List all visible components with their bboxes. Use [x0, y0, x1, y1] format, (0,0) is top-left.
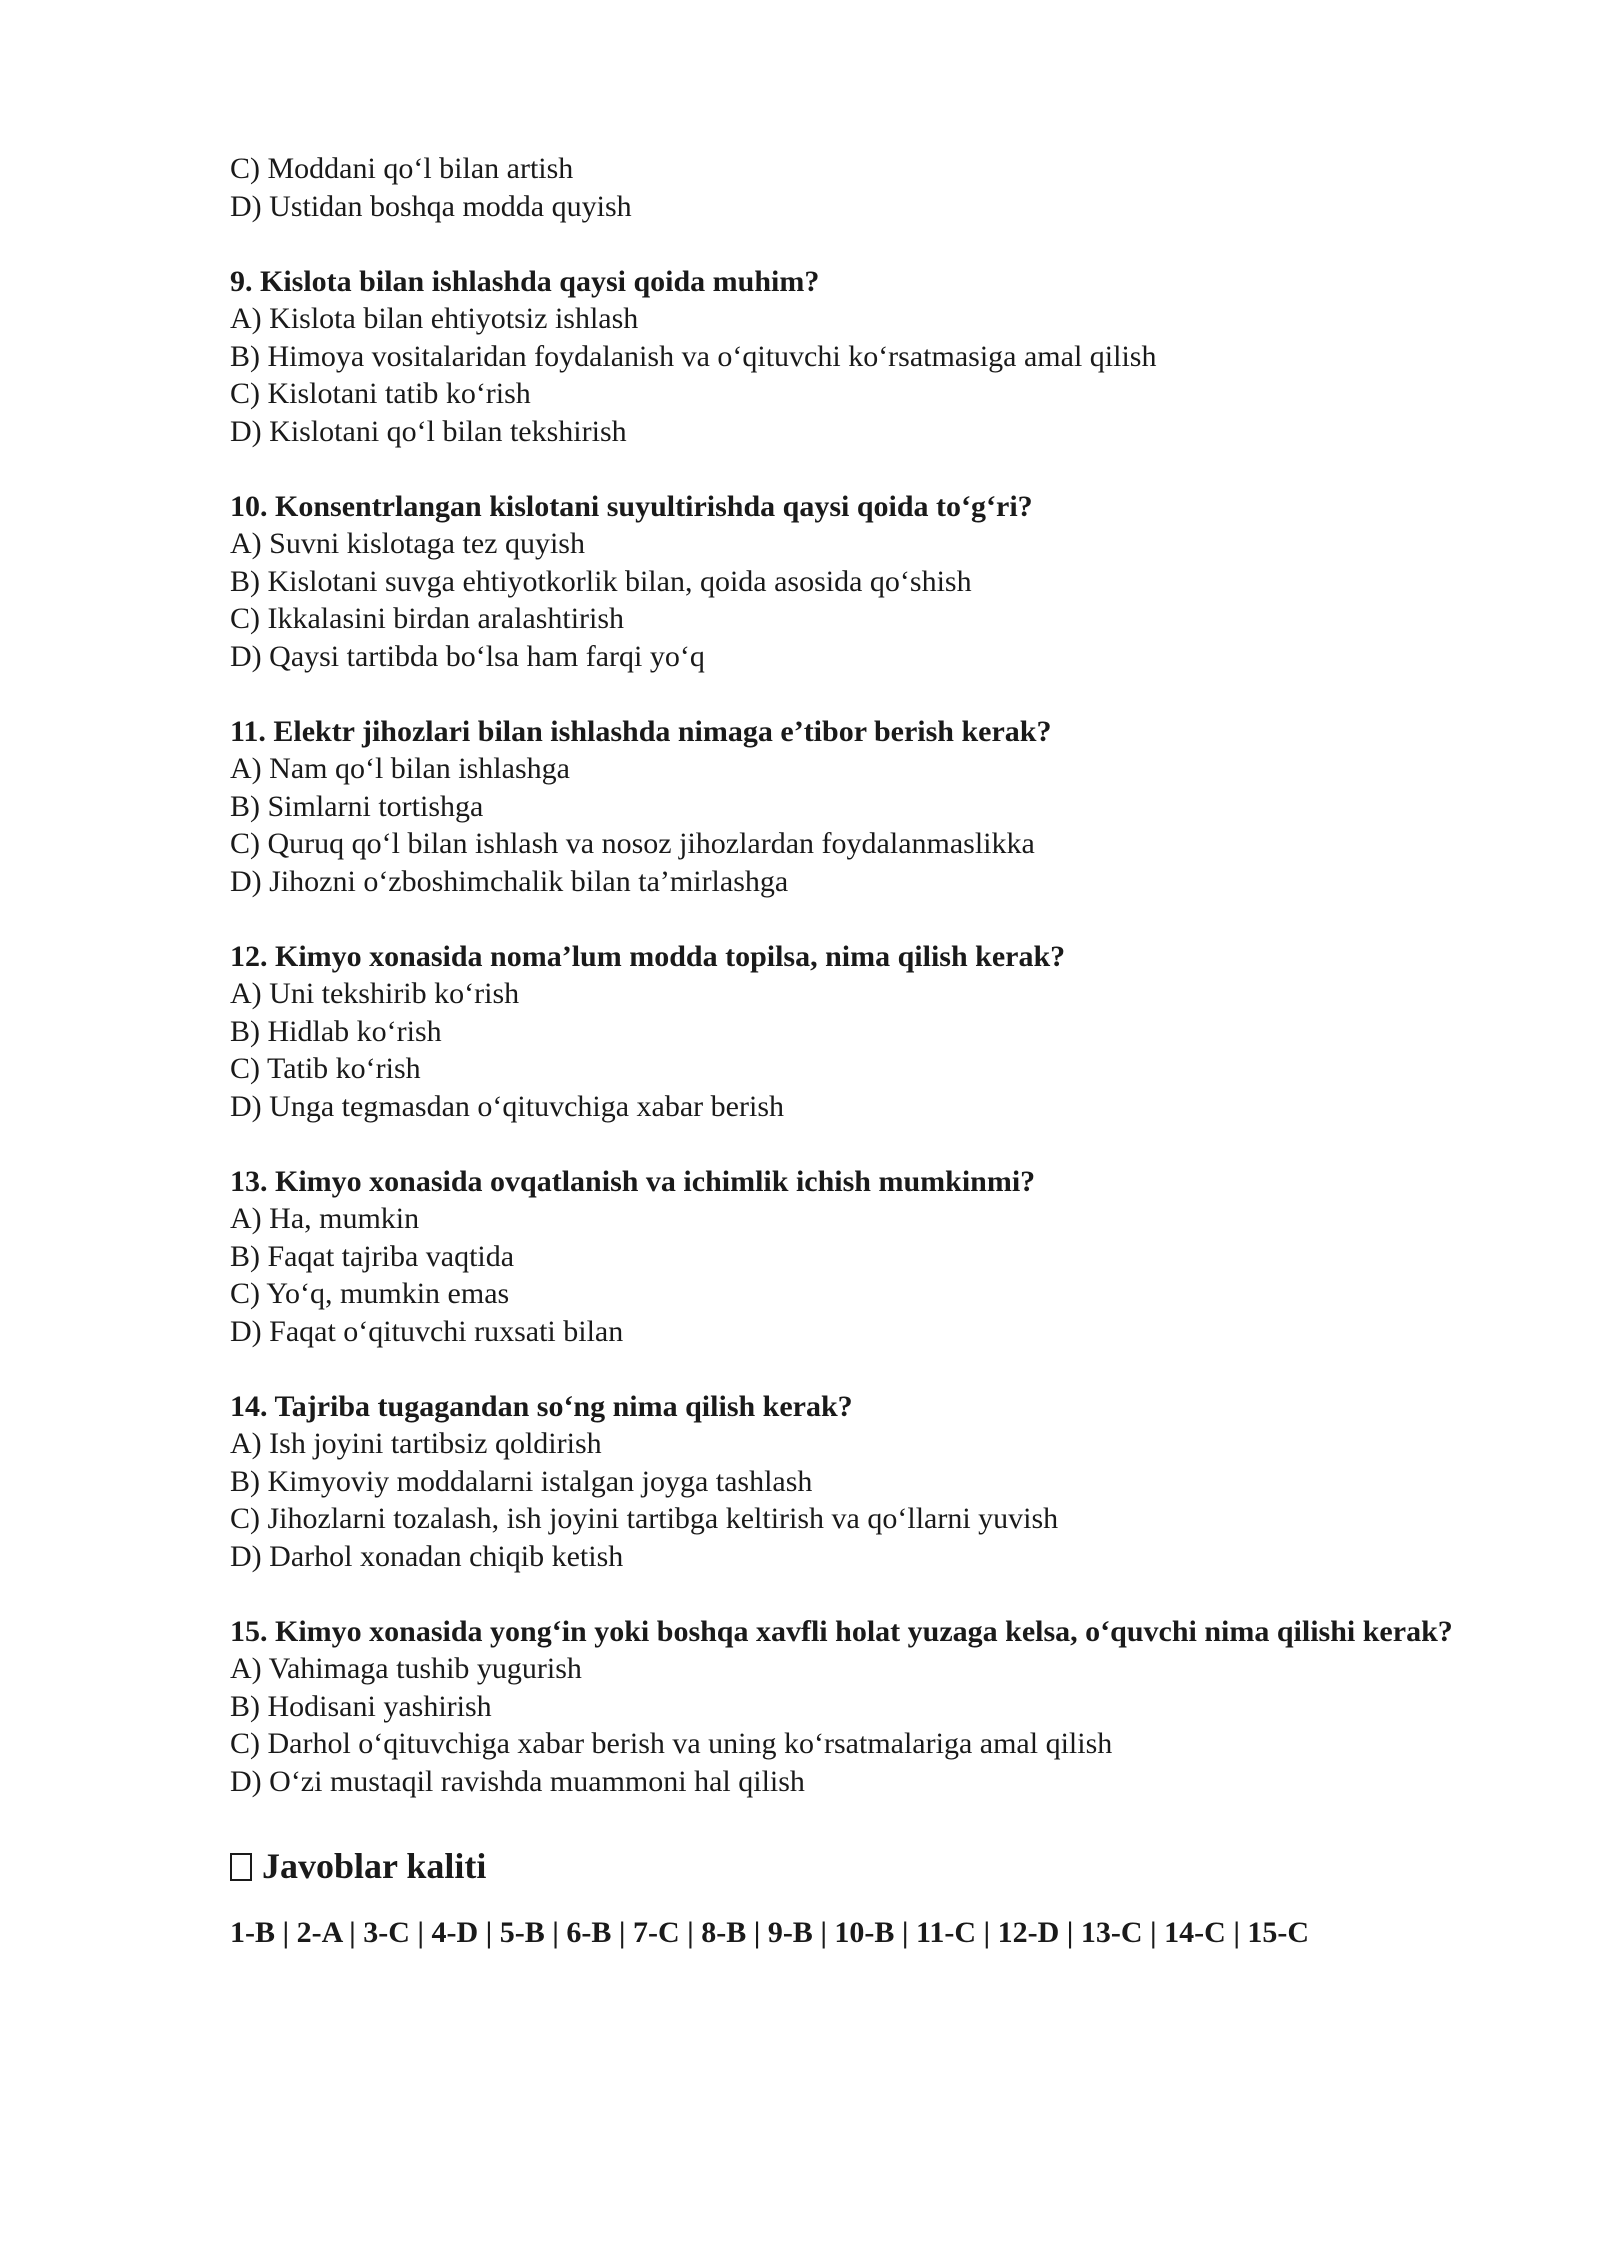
lead-options: [230, 150, 1480, 225]
option-line: B) Kislotani suvga ehtiyotkorlik bilan, qoida asosida qo‘shish: [230, 564, 972, 598]
question-block-11: [230, 713, 1480, 901]
option-line: C) Moddani qo‘l bilan artish: [230, 152, 574, 185]
option-line: A) Ish joyini tartibsiz qoldirish: [230, 1427, 602, 1460]
option-line: C) Tatib ko‘rish: [230, 1052, 421, 1085]
answer-key-heading-text: Javoblar kaliti: [262, 1845, 487, 1886]
option-line: A) Suvni kislotaga tez quyish: [230, 527, 585, 560]
option-line: D) O‘zi mustaqil ravishda muammoni hal qilish: [230, 1764, 805, 1798]
question-block-12: [230, 938, 1480, 1126]
option-line: D) Qaysi tartibda bo‘lsa ham farqi yo‘q: [230, 639, 705, 673]
option-line: B) Hidlab ko‘rish: [230, 1014, 442, 1048]
option-line: A) Vahimaga tushib yugurish: [230, 1652, 582, 1685]
question-block-14: [230, 1388, 1480, 1576]
option-line: C) Ikkalasini birdan aralashtirish: [230, 602, 625, 635]
option-line: D) Unga tegmasdan o‘qituvchiga xabar berish: [230, 1089, 784, 1123]
option-line: D) Darhol xonadan chiqib ketish: [230, 1539, 624, 1573]
option-line: D) Ustidan boshqa modda quyish: [230, 189, 632, 223]
question-title: 13. Kimyo xonasida ovqatlanish va ichimlik ichish mumkinmi?: [230, 1164, 1036, 1198]
option-line: C) Jihozlarni tozalash, ish joyini tartibga keltirish va qo‘llarni yuvish: [230, 1502, 1059, 1535]
option-line: D) Jihozni o‘zboshimchalik bilan ta’mirlashga: [230, 864, 789, 898]
option-line: C) Yo‘q, mumkin emas: [230, 1277, 510, 1310]
document-page: [230, 150, 1480, 1951]
option-line: A) Kislota bilan ehtiyotsiz ishlash: [230, 302, 639, 335]
question-title: 12. Kimyo xonasida noma’lum modda topilsa, nima qilish kerak?: [230, 939, 1066, 973]
question-block-10: [230, 488, 1480, 676]
question-block-15: [230, 1613, 1480, 1801]
question-title: 11. Elektr jihozlari bilan ishlashda nimaga e’tibor berish kerak?: [230, 714, 1052, 748]
question-title: 10. Konsentrlangan kislotani suyultirishda qaysi qoida to‘g‘ri?: [230, 489, 1033, 523]
question-title: 14. Tajriba tugagandan so‘ng nima qilish kerak?: [230, 1389, 853, 1423]
option-line: B) Himoya vositalaridan foydalanish va o‘qituvchi ko‘rsatmasiga amal qilish: [230, 339, 1157, 373]
question-title: 9. Kislota bilan ishlashda qaysi qoida muhim?: [230, 264, 820, 298]
option-line: C) Darhol o‘qituvchiga xabar berish va uning ko‘rsatmalariga amal qilish: [230, 1727, 1113, 1760]
question-block-13: [230, 1163, 1480, 1351]
option-line: C) Quruq qo‘l bilan ishlash va nosoz jihozlardan foydalanmaslikka: [230, 827, 1035, 860]
option-line: B) Simlarni tortishga: [230, 789, 484, 823]
option-line: B) Kimyoviy moddalarni istalgan joyga tashlash: [230, 1464, 813, 1498]
option-line: A) Uni tekshirib ko‘rish: [230, 977, 520, 1010]
option-line: D) Faqat o‘qituvchi ruxsati bilan: [230, 1314, 624, 1348]
question-block-9: [230, 263, 1480, 451]
missing-glyph-box-icon: [230, 1853, 252, 1881]
answer-key-line: 1-B | 2-A | 3-C | 4-D | 5-B | 6-B | 7-C | 8-B | 9-B | 10-B | 11-C | 12-D | 13-C | 14-C | 15-C: [230, 1915, 1310, 1949]
option-line: D) Kislotani qo‘l bilan tekshirish: [230, 414, 627, 448]
option-line: C) Kislotani tatib ko‘rish: [230, 377, 531, 410]
option-line: A) Nam qo‘l bilan ishlashga: [230, 752, 570, 785]
option-line: B) Faqat tajriba vaqtida: [230, 1239, 515, 1273]
option-line: B) Hodisani yashirish: [230, 1689, 492, 1723]
question-title: 15. Kimyo xonasida yong‘in yoki boshqa xavfli holat yuzaga kelsa, o‘quvchi nima qilishi kerak?: [230, 1614, 1453, 1648]
answer-key-heading: [230, 1844, 1480, 1888]
option-line: A) Ha, mumkin: [230, 1202, 420, 1235]
